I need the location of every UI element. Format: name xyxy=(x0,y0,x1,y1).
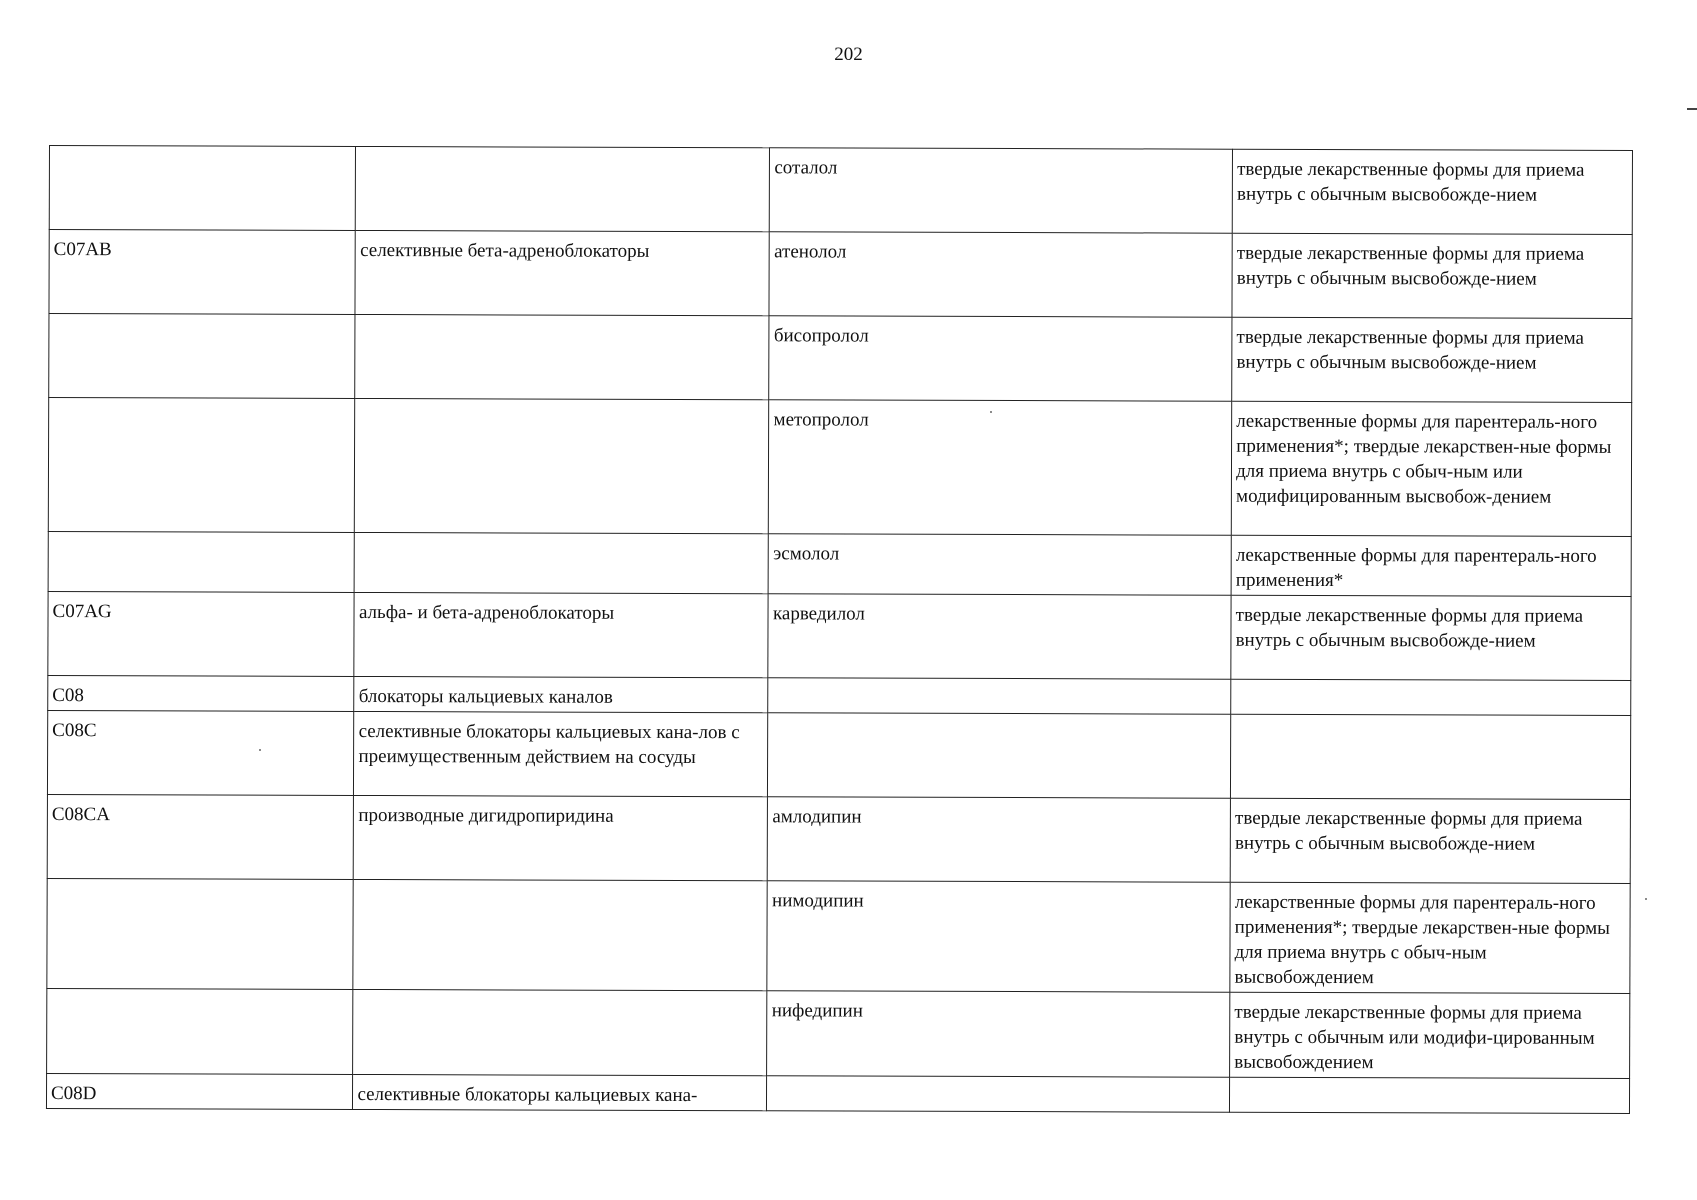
dosage-forms-cell: лекарственные формы для парентераль-ного применения*; твердые лекарствен-ные формы для приема внутрь с обыч-ным высвобождением xyxy=(1230,882,1630,993)
pharmacological-group-cell: селективные блокаторы кальциевых кана- xyxy=(353,1074,767,1110)
pharmacological-group-cell xyxy=(355,314,769,399)
table-row xyxy=(46,1073,1629,1113)
drug-name-cell: нимодипин xyxy=(767,881,1230,992)
drug-name-cell: амлодипин xyxy=(768,797,1231,882)
pharmacological-group-cell: альфа- и бета-адреноблокаторы xyxy=(354,592,768,677)
atc-code-cell: C08CA xyxy=(47,794,354,879)
drug-classification-table xyxy=(46,145,1633,1114)
pharmacological-group-cell xyxy=(353,989,767,1075)
dosage-forms-cell: твердые лекарственные формы для приема внутрь с обычным высвобожде-нием xyxy=(1231,595,1631,680)
atc-code-cell: C07AG xyxy=(48,591,355,676)
pharmacological-group-cell: производные дигидропиридина xyxy=(354,795,768,880)
table-row xyxy=(49,230,1632,319)
atc-code-cell: C07AB xyxy=(49,230,356,315)
table-row xyxy=(49,146,1632,235)
atc-code-cell: C08 xyxy=(48,675,355,711)
pharmacological-group-cell xyxy=(356,146,770,231)
table-row xyxy=(48,591,1631,680)
drug-name-cell: соталол xyxy=(770,148,1233,233)
dosage-forms-cell: лекарственные формы для парентераль-ного применения* xyxy=(1231,535,1631,596)
pharmacological-group-cell xyxy=(355,532,769,593)
pharmacological-group-cell: селективные бета-адреноблокаторы xyxy=(355,230,769,315)
dosage-forms-cell: твердые лекарственные формы для приема внутрь с обычным высвобожде-нием xyxy=(1232,233,1632,318)
table-row xyxy=(47,710,1630,799)
page-number: 202 xyxy=(834,44,863,65)
pharmacological-group-cell xyxy=(355,398,769,533)
drug-name-cell: атенолол xyxy=(769,232,1232,317)
drug-name-cell: карведилол xyxy=(768,594,1231,679)
dosage-forms-cell xyxy=(1231,714,1631,799)
dosage-forms-cell xyxy=(1231,679,1631,715)
pharmacological-group-cell xyxy=(353,879,767,990)
atc-code-cell xyxy=(48,398,355,533)
table-row xyxy=(47,878,1630,993)
dosage-forms-cell: твердые лекарственные формы для приема внутрь с обычным высвобожде-нием xyxy=(1232,149,1632,234)
drug-name-cell: эсмолол xyxy=(769,534,1232,595)
atc-code-cell: C08C xyxy=(47,710,354,795)
pharmacological-group-cell: селективные блокаторы кальциевых кана-лов с преимущественным действием на сосуды xyxy=(354,711,768,796)
atc-code-cell xyxy=(49,146,356,231)
table-row xyxy=(48,675,1631,715)
dosage-forms-cell: твердые лекарственные формы для приема внутрь с обычным высвобожде-нием xyxy=(1232,317,1632,402)
atc-code-cell: C08D xyxy=(46,1073,353,1109)
atc-code-cell xyxy=(49,314,356,399)
drug-name-cell xyxy=(768,713,1231,798)
drug-name-cell xyxy=(768,678,1231,714)
dosage-forms-cell xyxy=(1230,1077,1630,1113)
scan-speck xyxy=(990,411,992,413)
table-row xyxy=(47,794,1630,883)
atc-code-cell xyxy=(48,531,355,592)
scan-speck xyxy=(259,749,261,751)
table-row xyxy=(48,398,1631,537)
drug-name-cell xyxy=(767,1076,1230,1112)
pharmacological-group-cell: блокаторы кальциевых каналов xyxy=(354,676,768,712)
dosage-forms-cell: лекарственные формы для парентераль-ного применения*; твердые лекарствен-ные формы для приема внутрь с обыч-ным или модифицированным высвобож-дением xyxy=(1231,401,1631,536)
drug-name-cell: бисопролол xyxy=(769,316,1232,401)
dosage-forms-cell: твердые лекарственные формы для приема внутрь с обычным или модифи-цированным высвобождением xyxy=(1230,992,1630,1078)
drug-name-cell: метопролол xyxy=(769,400,1232,535)
scan-speck xyxy=(1645,898,1647,900)
table-row xyxy=(48,531,1631,596)
scan-edge-mark xyxy=(1687,108,1697,110)
table-row xyxy=(47,988,1630,1078)
drug-name-cell: нифедипин xyxy=(767,991,1230,1077)
atc-code-cell xyxy=(47,878,354,989)
dosage-forms-cell: твердые лекарственные формы для приема внутрь с обычным высвобожде-нием xyxy=(1230,798,1630,883)
table-row xyxy=(49,314,1632,403)
atc-code-cell xyxy=(47,988,354,1074)
